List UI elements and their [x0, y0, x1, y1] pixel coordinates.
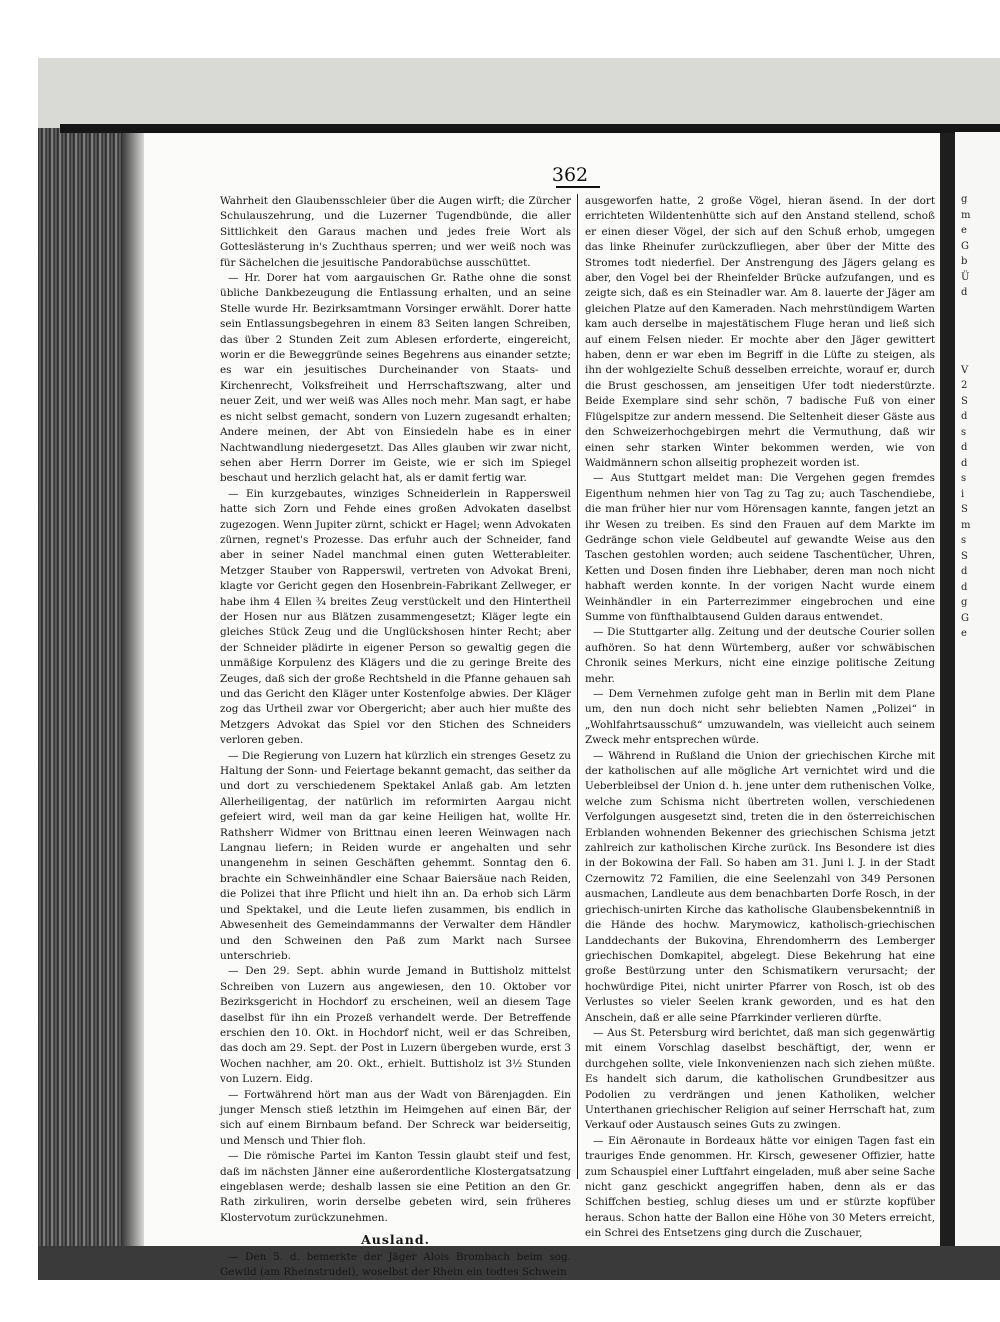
adjacent-page-fragment: s	[961, 473, 967, 484]
adjacent-page-fragment: e	[961, 225, 967, 236]
adjacent-page-fragment: g	[961, 194, 968, 205]
article-paragraph: — Hr. Dorer hat vom aargauischen Gr. Rathe ohne die sonst übliche Dankbezeugung die Entlassung erhalten, und an seine Stelle wurde Hr. Bezirksamtmann Vorsinger erwählt. Dorer hatte sein Entlassungsbegehren in einem 83 Seiten langen Schreiben, das über 2 Stunden Zeit zum Ablesen erforderte, eingereicht, worin er die Beweggründe seines Begehrens aus einander setzte; es war ein jesuitisches Durcheinander von Staats- und Kirchenrecht, Volksfreiheit und Herrschaftszwang, alter und neuer Zeit, und wer weiß was Alles noch mehr. Man sagt, er habe es nicht selbst gemacht, sondern von Luzern zugesandt erhalten; Andere meinen, der Abt von Einsiedeln habe es in einer Nachtwandlung niedergesetzt. Das Alles glauben wir zwar nicht, sehen aber Herrn Dorrer im Geiste, wie er sich im Spiegel beschaut und herzlich gelacht hat, als er damit fertig war.	[220, 272, 571, 485]
adjacent-page-fragment: 2	[961, 380, 968, 391]
adjacent-page-edge	[955, 132, 1000, 1246]
right-column	[585, 194, 935, 1242]
adjacent-page-fragment: s	[961, 535, 967, 546]
adjacent-page-fragment: d	[961, 581, 968, 593]
adjacent-page-fragment: m	[961, 519, 971, 531]
adjacent-page-fragment: m	[961, 209, 971, 221]
article-paragraph: — Aus St. Petersburg wird berichtet, daß man sich gegenwärtig mit einem Vorschlag daselbst beschäftigt, der, wenn er durchgehen sollte, viele Inkonvenienzen nach sich ziehen müßte. Es handelt sich darum, die katholischen Grundbesitzer aus Podolien zu verdrängen und jenen Katholiken, welcher Unterthanen griechischer Religion auf seiner Herrschaft hat, zum Verkauf oder Austausch seines Guts zu zwingen.	[585, 1026, 935, 1132]
article-paragraph: — Die römische Partei im Kanton Tessin glaubt steif und fest, daß im nächsten Jänner eine außerordentliche Klostergatsatzung eingeblasen werde; deshalb lassen sie eine Petition an den Gr. Rath zirkuliren, worin derselbe gebeten wird, sein früheres Klostervotum zurückzunehmen.	[220, 1150, 571, 1224]
article-paragraph: — Ein Aëronaute in Bordeaux hätte vor einigen Tagen fast ein trauriges Ende genommen. Hr. Kirsch, gewesener Offizier, hatte zum Schauspiel einer Luftfahrt eingeladen, muß aber seine Sache nicht ganz geschickt angegriffen haben, denn als er das Schiffchen bestieg, schlug dieses um und er stürzte kopfüber heraus. Schon hatte der Ballon eine Höhe von 30 Meters erreicht, ein Schrei des Entsetzens ging durch die Zuschauer,	[585, 1134, 935, 1240]
article-paragraph: — Die Stuttgarter allg. Zeitung und der deutsche Courier sollen aufhören. So hat denn Würtemberg, außer vor schwäbischen Chronik seines Merkurs, nicht eine einzige politische Zeitung mehr.	[585, 626, 935, 685]
adjacent-page-fragment: G	[961, 612, 969, 624]
adjacent-page-fragment: S	[961, 504, 968, 515]
spine-shadow	[122, 128, 144, 1246]
left-column	[220, 194, 571, 1280]
adjacent-page-fragment: d	[961, 287, 968, 298]
adjacent-page-fragment: g	[961, 597, 968, 608]
top-binding-rule	[60, 124, 1000, 133]
scan-top-margin	[38, 58, 1000, 128]
adjacent-page-fragment: V	[961, 364, 969, 376]
adjacent-page-fragment: d	[961, 411, 968, 422]
article-paragraph: ausgeworfen hatte, 2 große Vögel, hieran äsend. In der dort errichteten Wildentenhütte sich auf den Anstand stellend, schoß er einen dieser Vögel, der sich auf den Schuß erhob, umgegen das linke Rheinufer zurückzufliegen, aber über der Mitte des Stromes todt niederfiel. Der Anstrengung des Jägers gelang es aber, den Vogel bei der Rheinfelder Brücke aufzufangen, und es zeigte sich, daß es ein Steinadler war. Am 8. lauerte der Jäger am gleichen Platze auf den Kameraden. Nach mehrstündigem Warten kam auch derselbe in majestätischem Fluge heran und ließ sich auf einem Felsen nieder. Er mochte aber den Jäger gewittert haben, denn er war eben im Begriff in die Lüfte zu steigen, als ihn der wohlgezielte Schuß desselben erreichte, worauf er, durch die Brust geschossen, am jenseitigen Ufer todt niederstürzte. Beide Exemplare sind sehr schön, 7 badische Fuß von einer Flügelspitze zur andern messend. Die Seltenheit dieser Gäste aus den Schweizerhochgebirgen mehrt die Vermuthung, daß wir einen sehr starken Winter bekommen werden, wie von Waidmännern schon allseitig prophezeit worden ist.	[585, 195, 935, 469]
adjacent-page-fragment: S	[961, 550, 968, 562]
adjacent-page-fragment: s	[961, 426, 967, 438]
adjacent-page-fragment: e	[961, 628, 967, 639]
adjacent-page-fragment	[955, 301, 1000, 317]
article-paragraph: Wahrheit den Glaubensschleier über die Augen wirft; die Zürcher Schulauszehrung, und die Luzerner Tugendbünde, die aller Sittlichkeit den Garaus machen und jedes freie Wort als Gotteslästerung in's Zuchthaus sperren; und wer weiß noch was für Sächelchen die jesuitische Pandorabüchse ausschüttet.	[220, 195, 571, 269]
page-number-rule	[556, 186, 600, 188]
article-paragraph: — Die Regierung von Luzern hat kürzlich ein strenges Gesetz zu Haltung der Sonn- und Feiertage bekannt gemacht, das seither da und dort zu verschiedenem Spektakel Anlaß gab. Am letzten Allerheiligentag, der natürlich im reformirten Aargau nicht gefeiert wird, weil man da gar keine Heiligen hat, wollte Hr. Rathsherr Widmer von Brittnau einen leeren Weinwagen nach Langnau liefern; in Reiden wurde er angehalten und sehr unangenehm in seinen Geschäften gehemmt. Sonntag den 6. brachte ein Schweinhändler eine Schaar Baiersäue nach Reiden, die Polizei that ihre Pflicht und hielt ihn an. Da erhob sich Lärm und Spektakel, und die Leute liefen zusammen, bis endlich in Abwesenheit des Gemeindammanns der Verwalter dem Händler und den Schweinen den Paß zum Markt nach Sursee unterschrieb.	[220, 749, 571, 962]
page-number: 362	[551, 164, 589, 186]
adjacent-page-fragment	[955, 347, 1000, 363]
article-paragraph: — Aus Stuttgart meldet man: Die Vergehen gegen fremdes Eigenthum nehmen hier von Tag zu Tag zu; auch Taschendiebe, die man früher hier nur vom Hörensagen kannte, fangen jetzt an ihr Wesen zu treiben. Es sind den Frauen auf dem Markte im Gedränge schon viele Geldbeutel auf gewandte Weise aus den Taschen gestohlen worden; auch seidene Taschentücher, Uhren, Ketten und Dosen finden ihre Liebhaber, deren man noch nicht habhaft werden konnte. In der vorigen Nacht wurde einem Weinhändler in ein Parterrezimmer eingebrochen und eine Summe von fünfthalbtausend Gulden daraus entwendet.	[585, 472, 935, 623]
adjacent-page-fragment	[955, 332, 1000, 348]
adjacent-page-fragment: d	[961, 442, 968, 453]
article-paragraph: — Den 29. Sept. abhin wurde Jemand in Buttisholz mittelst Schreiben von Luzern aus angewiesen, den 10. Oktober vor Bezirksgericht in Hochdorf zu erscheinen, weil an diesem Tage daselbst für ihn ein Prozeß verhandelt werde. Der Betreffende erschien den 10. Okt. in Hochdorf nicht, weil er das Schreiben, das doch am 29. Sept. der Post in Luzern übergeben wurde, erst 3 Wochen nachher, am 20. Okt., erhielt. Buttisholz ist 3½ Stunden von Luzern. Eidg.	[220, 965, 571, 1086]
adjacent-page-fragment: Ü	[961, 271, 970, 283]
article-paragraph: — Fortwährend hört man aus der Wadt von Bärenjagden. Ein junger Mensch stieß letzthin im Heimgehen auf einen Bär, der sich auf einem Birnbaum befand. Der Schreck war beiderseitig, und Mensch und Thier floh.	[220, 1088, 571, 1147]
article-paragraph: — Ein kurzgebautes, winziges Schneiderlein in Rappersweil hatte sich Zorn und Fehde eines großen Advokaten daselbst zugezogen. Wenn Jupiter zürnt, schickt er Hagel; wenn Advokaten zürnen, regnet's Prozesse. Das erfuhr auch der Schneider, fand aber in seiner Nadel manchmal einen guten Wetterableiter. Metzger Stauber von Rapperswil, vertreten von Advokat Breni, klagte vor Gericht gegen den Hosenbrein-Fabrikant Zellweger, er habe ihm 4 Ellen ¾ breites Zeug verstückelt und den Hintertheil der Hosen nur aus Blätzen zusammengesetzt; Kläger legte ein gleiches Stück Zeug und die Unglückshosen hinter Recht; aber der Schneider plädirte in eigener Person so gewaltig gegen die unmäßige Korpulenz des Klägers und die zu geringe Breite des Zeuges, daß sich der große Rechtsheld in die Pfanne gehauen sah und das Gericht den Kläger unter Kostenfolge abwies. Der Kläger zog das Urtheil zwar vor Obergericht; aber auch hier mußte des Metzgers Advokat das Spiel vor den Stichen des Schneiders verloren geben.	[220, 487, 571, 747]
adjacent-page-fragment: S	[961, 395, 968, 407]
adjacent-page-fragment: i	[961, 488, 965, 500]
adjacent-page-fragment	[955, 316, 1000, 332]
article-paragraph: — Während in Rußland die Union der griechischen Kirche mit der katholischen auf alle mögliche Art vernichtet wird und die Ueberbleibsel der Union d. h. jene unter dem ruthenischen Volke, welche zum Schisma nicht übertreten wollen, verschiedenen Verfolgungen ausgesetzt sind, treten die in den österreichischen Erblanden wohnenden Bekenner des griechischen Schisma jetzt zahlreich zur katholischen Kirche zurück. Ins Besondere ist dies in der Bokowina der Fall. So haben am 31. Juni l. J. in der Stadt Czernowitz 72 Familien, die eine Seelenzahl von 349 Personen ausmachen, Landleute aus dem benachbarten Dorfe Rosch, in der griechisch-unirten Kirche das katholische Glaubensbekenntniß in die Hände des hochw. Marymowicz, katholisch-griechischen Landdechants der Bukovina, Ehrendomherrn des Lemberger griechischen Domkapitel, abgelegt. Diese Bekehrung hat eine große Bestürzung unter den Schismatikern verursacht; der hochwürdige Pitei, nicht unirter Pfarrer von Rosch, ist ob des Verlustes so vieler Seelen krank geworden, und es hat den Anschein, daß er alle seine Pfarrkinder verlieren dürfte.	[585, 749, 935, 1024]
adjacent-page-fragment: b	[961, 256, 968, 267]
article-paragraph: — Den 5. d. bemerkte der Jäger Alois Brombach beim sog. Gewild (am Rheinstrudel), woselbst der Rhein ein todtes Schwein	[220, 1250, 571, 1279]
adjacent-page-fragment: G	[961, 240, 969, 252]
column-divider	[577, 194, 578, 1179]
adjacent-page-fragment: d	[961, 566, 968, 577]
adjacent-page-fragment: d	[961, 457, 968, 469]
article-paragraph: — Dem Vernehmen zufolge geht man in Berlin mit dem Plane um, den nun doch nicht sehr beliebten Namen „Polizei“ in „Wohlfahrtsausschuß“ umzuwandeln, was vielleicht auch seinem Zweck mehr entsprechen würde.	[585, 688, 935, 747]
section-heading: Ausland.	[361, 1232, 430, 1248]
